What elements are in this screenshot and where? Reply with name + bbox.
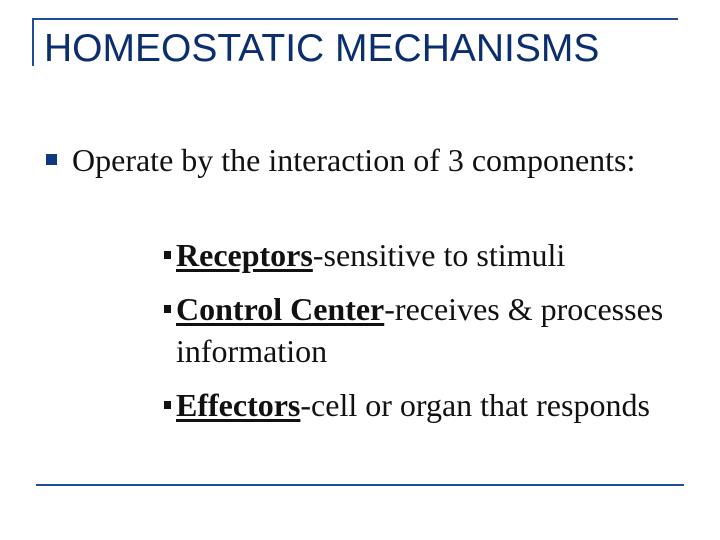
sub-bullet-effectors [164,384,664,426]
term-receptors: Receptors [176,237,313,273]
title-frame-vertical-rule [32,18,34,66]
sub-bullet-text [164,288,664,372]
sub-bullet-control-center [164,288,664,372]
definition-receptors: -sensitive to stimuli [312,237,566,273]
square-bullet-icon [46,154,57,165]
small-square-bullet-icon [164,401,171,409]
term-control-center: Control Center [176,291,385,327]
bottom-rule [36,484,684,486]
slide-title: HOMEOSTATIC MECHANISMS [44,27,600,70]
sub-bullet-text [164,384,664,426]
main-bullet-point [46,137,646,183]
definition-effectors: -cell or organ that responds [300,387,650,423]
sub-bullet-text [164,234,664,276]
definition-control-center: -receives & processes information [176,291,664,369]
term-effectors: Effectors [176,387,301,423]
small-square-bullet-icon [164,251,171,259]
sub-bullet-receptors [164,234,664,276]
small-square-bullet-icon [164,305,171,313]
title-frame-horizontal-rule [32,18,678,20]
main-point-text: Operate by the interaction of 3 components: [72,142,636,178]
